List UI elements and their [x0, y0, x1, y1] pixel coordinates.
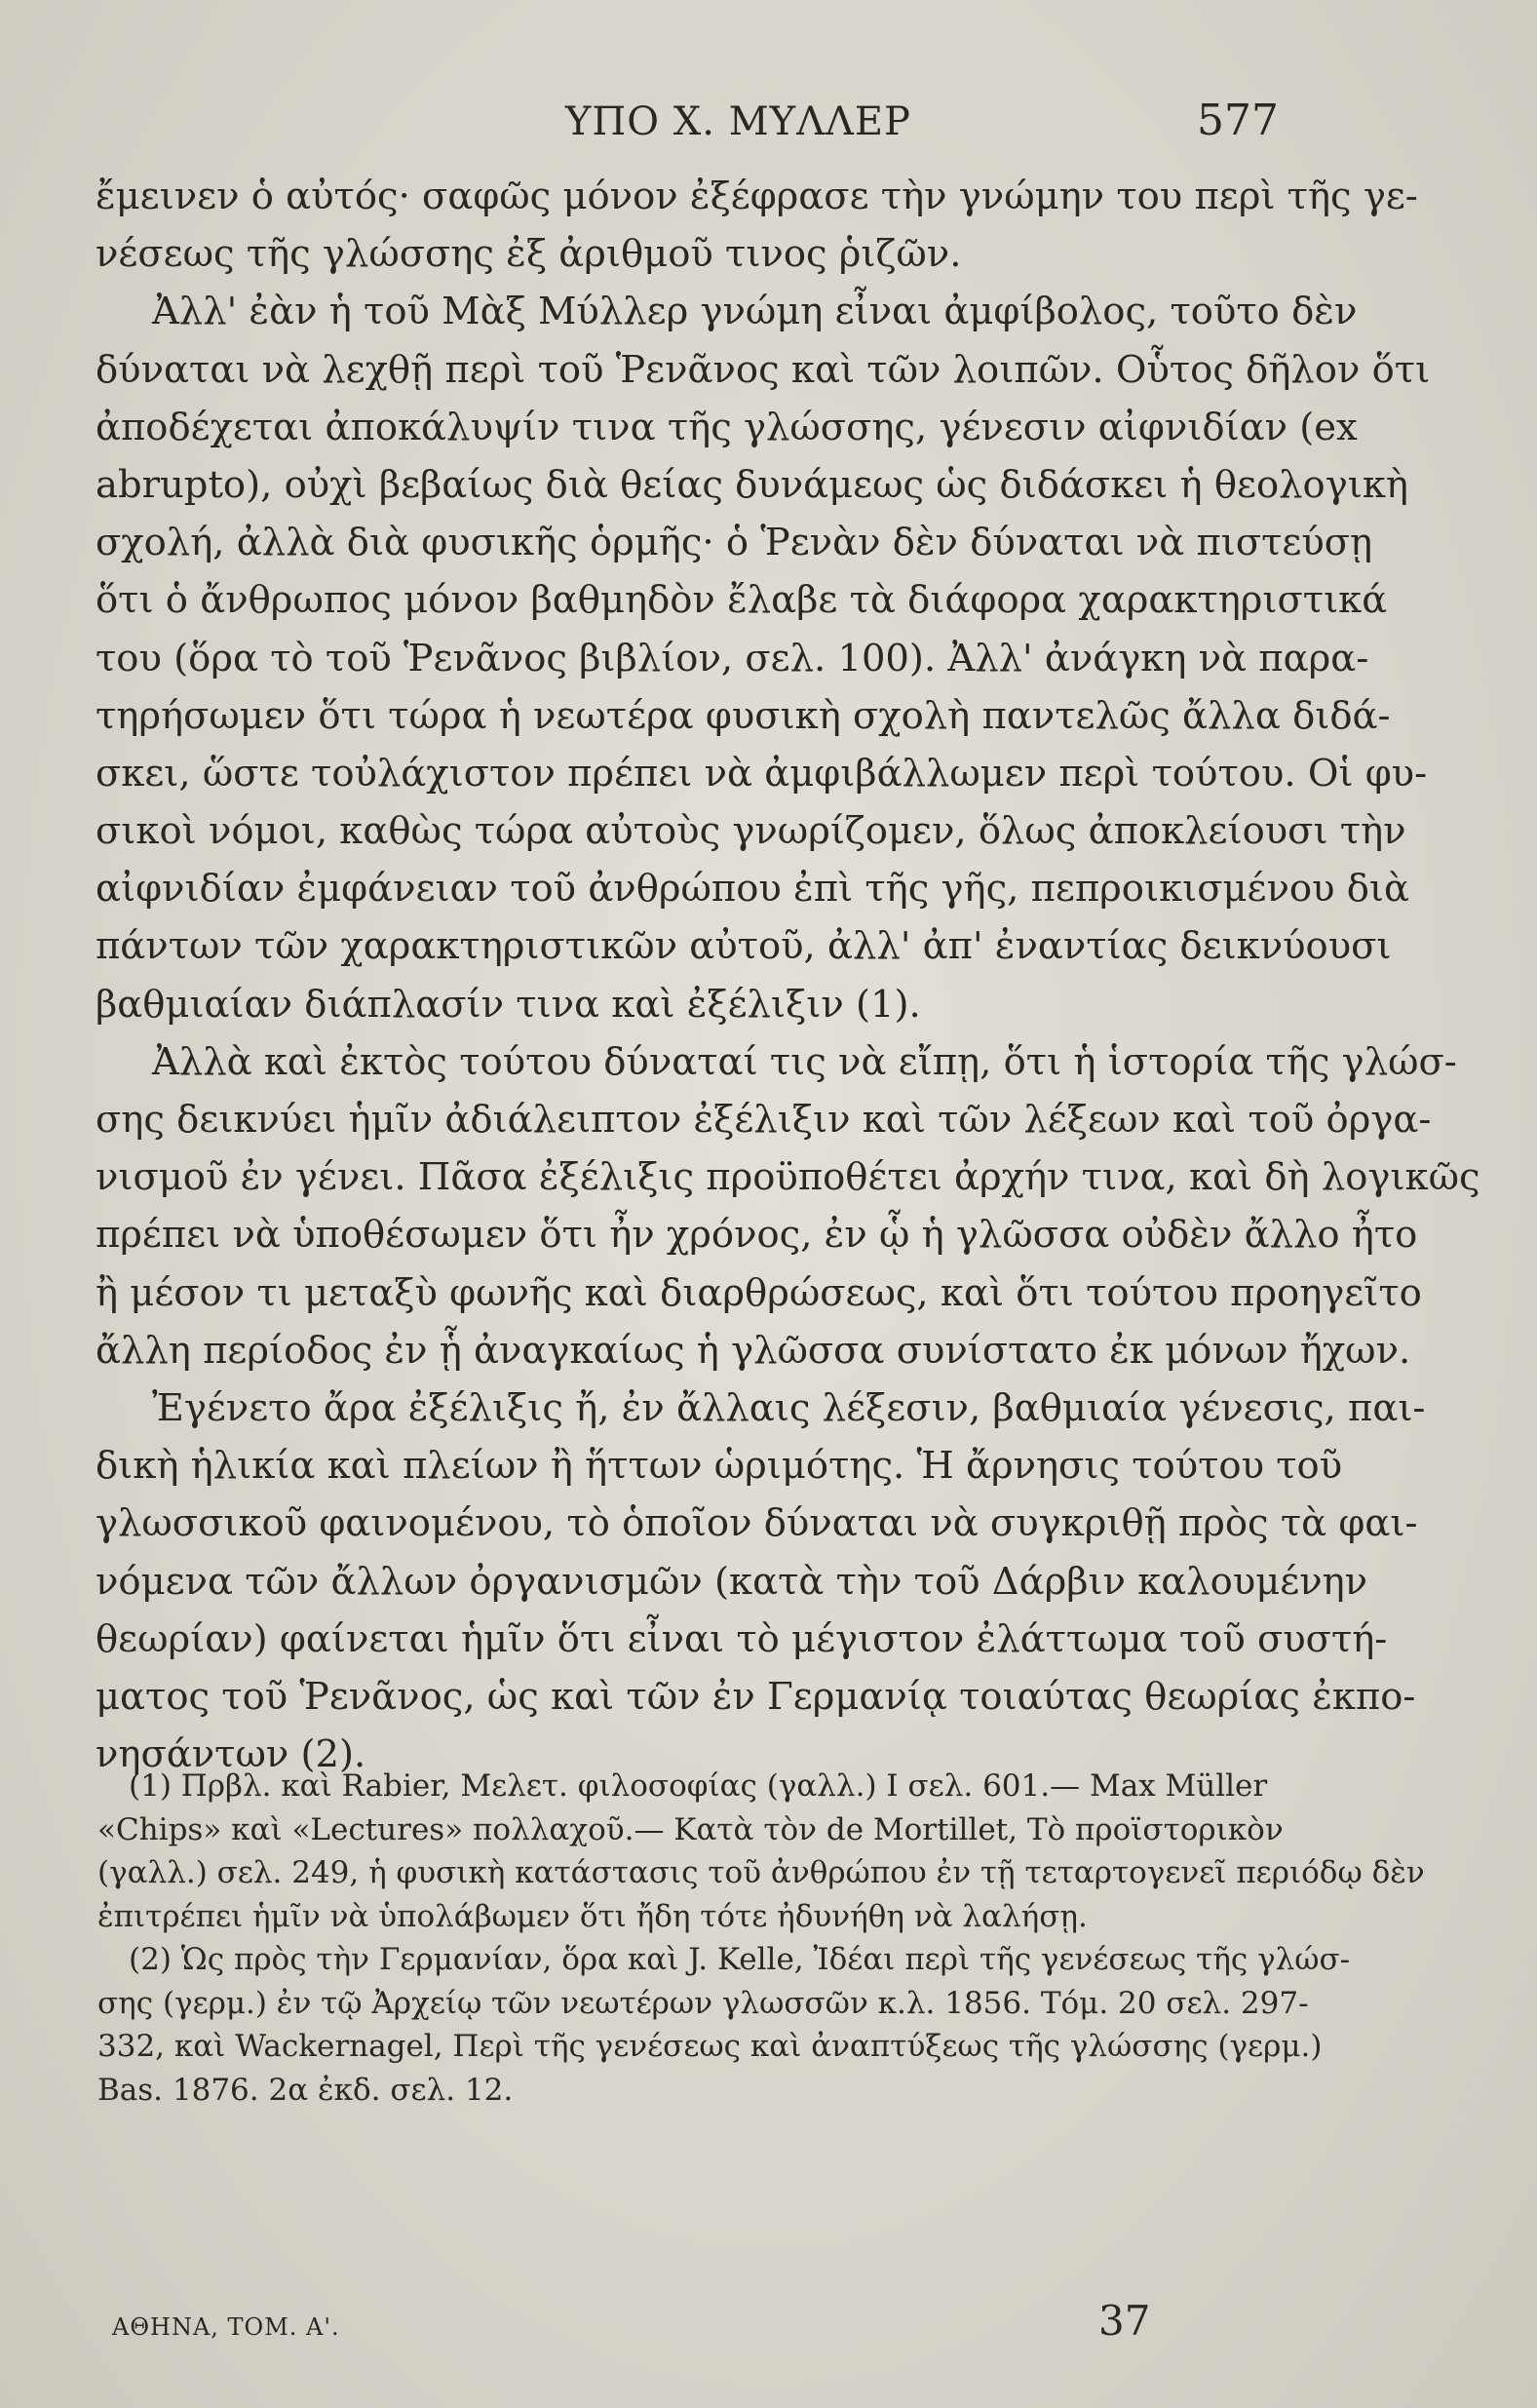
- text-line: σης δεικνύει ἡμῖν ἀδιάλειπτον ἐξέλιξιν καὶ τῶν λέξεων καὶ τοῦ ὀργα-: [96, 1098, 1432, 1142]
- text-line: νέσεως τῆς γλώσσης ἐξ ἀριθμοῦ τινος ῥιζῶν.: [96, 232, 962, 277]
- running-title: ΥΠΟ Χ. ΜΥΛΛΕΡ: [565, 99, 911, 144]
- text-line: ἄλλη περίοδος ἐν ᾗ ἀναγκαίως ἡ γλῶσσα συνίστατο ἐκ μόνων ἤχων.: [96, 1328, 1411, 1373]
- text-line: σκει, ὥστε τοὐλάχιστον πρέπει νὰ ἀμφιβάλλωμεν περὶ τούτου. Οἱ φυ-: [96, 751, 1428, 796]
- signature-mark: ΑΘΗΝΑ, ΤΟΜ. Α'.: [112, 2313, 340, 2341]
- signature-number: 37: [1098, 2297, 1151, 2345]
- footnote-line: 332, καὶ Wackernagel, Περὶ τῆς γενέσεως καὶ ἀναπτύξεως τῆς γλώσσης (γερμ.): [97, 2029, 1323, 2064]
- text-line: βαθμιαίαν διάπλασίν τινα καὶ ἐξέλιξιν (1).: [96, 982, 921, 1027]
- text-line: νισμοῦ ἐν γένει. Πᾶσα ἐξέλιξις προϋποθέτει ἀρχήν τινα, καὶ δὴ λογικῶς: [96, 1155, 1480, 1200]
- text-line: ματος τοῦ Ῥενᾶνος, ὡς καὶ τῶν ἐν Γερμανίᾳ τοιαύτας θεωρίας ἐκπο-: [96, 1674, 1416, 1719]
- text-line: γλωσσικοῦ φαινομένου, τὸ ὁποῖον δύναται νὰ συγκριθῇ πρὸς τὰ φαι-: [96, 1501, 1418, 1546]
- text-line: αἰφνιδίαν ἐμφάνειαν τοῦ ἀνθρώπου ἐπὶ τῆς γῆς, πεπροικισμένου διὰ: [96, 867, 1409, 912]
- footnote-line: «Chips» καὶ «Lectures» πολλαχοῦ.— Κατὰ τὸν de Mortillet, Τὸ προϊστορικὸν: [97, 1811, 1284, 1847]
- text-line: δύναται νὰ λεχθῇ περὶ τοῦ Ῥενᾶνος καὶ τῶν λοιπῶν. Οὗτος δῆλον ὅτι: [96, 347, 1431, 392]
- footnote-line: σης (γερμ.) ἐν τῷ Ἀρχείῳ τῶν νεωτέρων γλωσσῶν κ.λ. 1856. Τόμ. 20 σελ. 297-: [97, 1985, 1309, 2021]
- text-line: ἢ μέσον τι μεταξὺ φωνῆς καὶ διαρθρώσεως, καὶ ὅτι τούτου προηγεῖτο: [96, 1270, 1422, 1315]
- page-number: 577: [1197, 96, 1279, 145]
- text-line: ἀποδέχεται ἀποκάλυψίν τινα τῆς γλώσσης, γένεσιν αἰφνιδίαν (ex: [96, 405, 1358, 449]
- text-line: νόμενα τῶν ἄλλων ὀργανισμῶν (κατὰ τὴν τοῦ Δάρβιν καλουμένην: [96, 1559, 1368, 1604]
- footnote-line: (γαλλ.) σελ. 249, ἡ φυσικὴ κατάστασις τοῦ ἀνθρώπου ἐν τῇ τεταρτογενεῖ περιόδῳ δὲν: [97, 1855, 1425, 1890]
- text-line: σχολή, ἀλλὰ διὰ φυσικῆς ὁρμῆς· ὁ Ῥενὰν δὲν δύναται νὰ πιστεύσῃ: [96, 521, 1373, 565]
- text-line: δικὴ ἡλικία καὶ πλείων ἢ ἥττων ὡριμότης. Ἡ ἄρνησις τούτου τοῦ: [96, 1444, 1343, 1489]
- footnote-line: (1) Πρβλ. καὶ Rabier, Μελετ. φιλοσοφίας (γαλλ.) I σελ. 601.— Max Müller: [129, 1768, 1268, 1804]
- footnote-line: (2) Ὡς πρὸς τὴν Γερμανίαν, ὅρα καὶ J. Kelle, Ἰδέαι περὶ τῆς γενέσεως τῆς γλώσ-: [129, 1942, 1351, 1977]
- text-line: πάντων τῶν χαρακτηριστικῶν αὐτοῦ, ἀλλ' ἀπ' ἐναντίας δεικνύουσι: [96, 924, 1392, 969]
- text-line: Ἐγένετο ἄρα ἐξέλιξις ἤ, ἐν ἄλλαις λέξεσιν, βαθμιαία γένεσις, παι-: [152, 1385, 1426, 1430]
- text-line: ὅτι ὁ ἄνθρωπος μόνον βαθμηδὸν ἔλαβε τὰ διάφορα χαρακτηριστικά: [96, 578, 1388, 623]
- footnote-line: Bas. 1876. 2α ἐκδ. σελ. 12.: [97, 2072, 514, 2108]
- text-line: θεωρίαν) φαίνεται ἡμῖν ὅτι εἶναι τὸ μέγιστον ἐλάττωμα τοῦ συστή-: [96, 1616, 1388, 1661]
- footnote-line: ἐπιτρέπει ἡμῖν νὰ ὑπολάβωμεν ὅτι ἤδη τότε ἠδυνήθη νὰ λαλήσῃ.: [97, 1898, 1088, 1934]
- text-line: abrupto), οὐχὶ βεβαίως διὰ θείας δυνάμεως ὡς διδάσκει ἡ θεολογικὴ: [96, 462, 1408, 507]
- text-line: του (ὅρα τὸ τοῦ Ῥενᾶνος βιβλίον, σελ. 100). Ἀλλ' ἀνάγκη νὰ παρα-: [96, 636, 1369, 680]
- text-line: σικοὶ νόμοι, καθὼς τώρα αὐτοὺς γνωρίζομεν, ὅλως ἀποκλείουσι τὴν: [96, 809, 1406, 854]
- text-line: Ἀλλ' ἐὰν ἡ τοῦ Μὰξ Μύλλερ γνώμη εἶναι ἀμφίβολος, τοῦτο δὲν: [152, 290, 1358, 334]
- text-line: ἔμεινεν ὁ αὐτός· σαφῶς μόνον ἐξέφρασε τὴν γνώμην του περὶ τῆς γε-: [96, 175, 1418, 218]
- body-text: [96, 168, 1480, 1783]
- footnotes: [97, 1765, 1425, 2112]
- running-head: [97, 90, 1279, 148]
- text-line: πρέπει νὰ ὑποθέσωμεν ὅτι ἦν χρόνος, ἐν ᾧ ἡ γλῶσσα οὐδὲν ἄλλο ἦτο: [96, 1213, 1418, 1258]
- text-line: Ἀλλὰ καὶ ἐκτὸς τούτου δύναταί τις νὰ εἴπῃ, ὅτι ἡ ἱστορία τῆς γλώσ-: [152, 1039, 1457, 1084]
- text-line: νησάντων (2).: [96, 1732, 366, 1777]
- text-line: τηρήσωμεν ὅτι τώρα ἡ νεωτέρα φυσικὴ σχολὴ παντελῶς ἄλλα διδά-: [96, 693, 1391, 738]
